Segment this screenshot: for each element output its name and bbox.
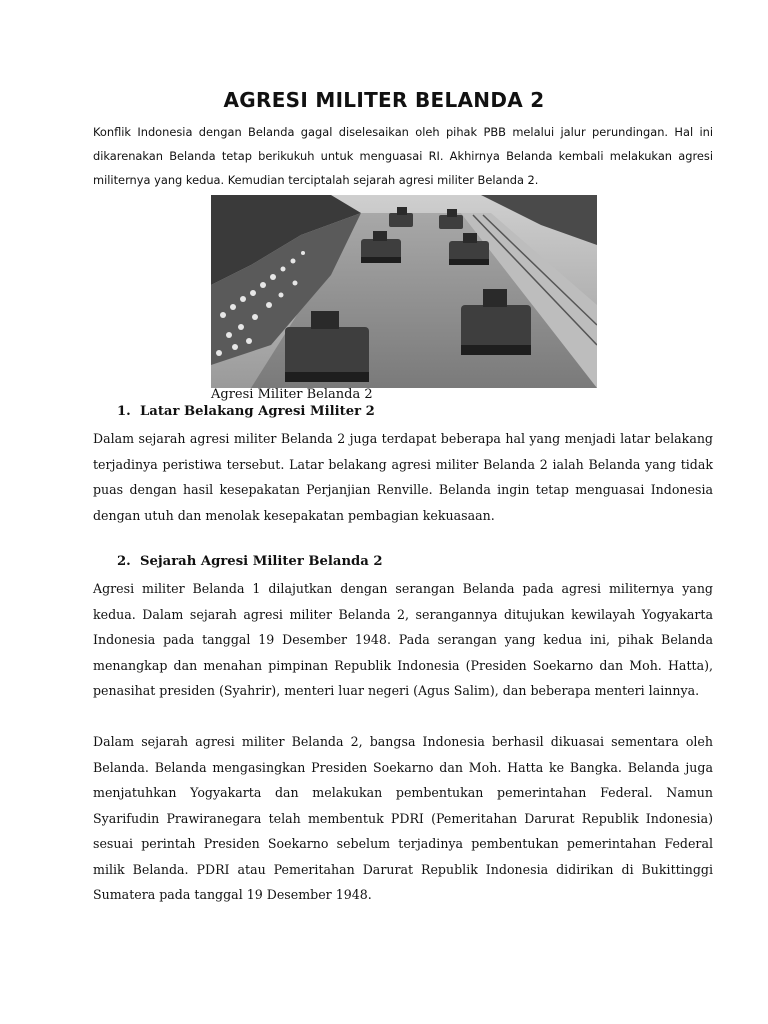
section-2-paragraph-1: Agresi militer Belanda 1 dilajutkan dengan serangan Belanda pada agresi militernya yang kedua. Dalam sejarah agresi militer Belanda 2, serangannya ditujukan kewilayah Yogyakarta Indonesia pada tanggal 19 Desember 1948. Pada serangan yang kedua ini, pihak Belanda menangkap dan menahan pimpinan Republik Indonesia (Presiden Soekarno dan Moh. Hatta), penasihat presiden (Syahrir), menteri luar negeri (Agus Salim), dan beberapa menteri lainnya. [93, 581, 713, 698]
section-2-paragraph-2: Dalam sejarah agresi militer Belanda 2, bangsa Indonesia berhasil dikuasai sementara oleh Belanda. Belanda mengasingkan Presiden Soekarno dan Moh. Hatta ke Bangka. Belanda juga menjatuhkan Yogyakarta dan melakukan pembentukan pemerintahan Federal. Namun Syarifudin Prawiranegara telah membentuk PDRI (Pemeritahan Darurat Republik Indonesia) sesuai perintah Presiden Soekarno sebelum terjadinya pembentukan pemerintahan Federal milik Belanda. PDRI atau Pemeritahan Darurat Republik Indonesia didirikan di Bukittinggi Sumatera pada tanggal 19 Desember 1948. [93, 734, 713, 902]
document-title: AGRESI MILITER BELANDA 2 [223, 88, 545, 112]
section-number: 2. [117, 554, 131, 569]
photo-caption: Agresi Militer Belanda 2 [211, 387, 373, 402]
section-number: 1. [117, 404, 131, 419]
section-heading-1 [117, 404, 375, 419]
section-heading-2 [117, 554, 383, 569]
section-heading-text: Sejarah Agresi Militer Belanda 2 [140, 554, 383, 569]
tank-parade-photo [211, 195, 597, 388]
section-1-paragraph: Dalam sejarah agresi militer Belanda 2 juga terdapat beberapa hal yang menjadi latar belakang terjadinya peristiwa tersebut. Latar belakang agresi militer Belanda 2 ialah Belanda yang tidak puas dengan hasil kesepakatan Perjanjian Renville. Belanda ingin tetap menguasai Indonesia dengan utuh dan menolak kesepakatan pembagian kekuasaan. [93, 431, 713, 523]
intro-paragraph: Konflik Indonesia dengan Belanda gagal diselesaikan oleh pihak PBB melalui jalur perundingan. Hal ini dikarenakan Belanda tetap berikukuh untuk menguasai RI. Akhirnya Belanda kembali melakukan agresi militernya yang kedua. Kemudian terciptalah sejarah agresi militer Belanda 2. [93, 125, 713, 187]
section-heading-text: Latar Belakang Agresi Militer 2 [140, 404, 375, 419]
